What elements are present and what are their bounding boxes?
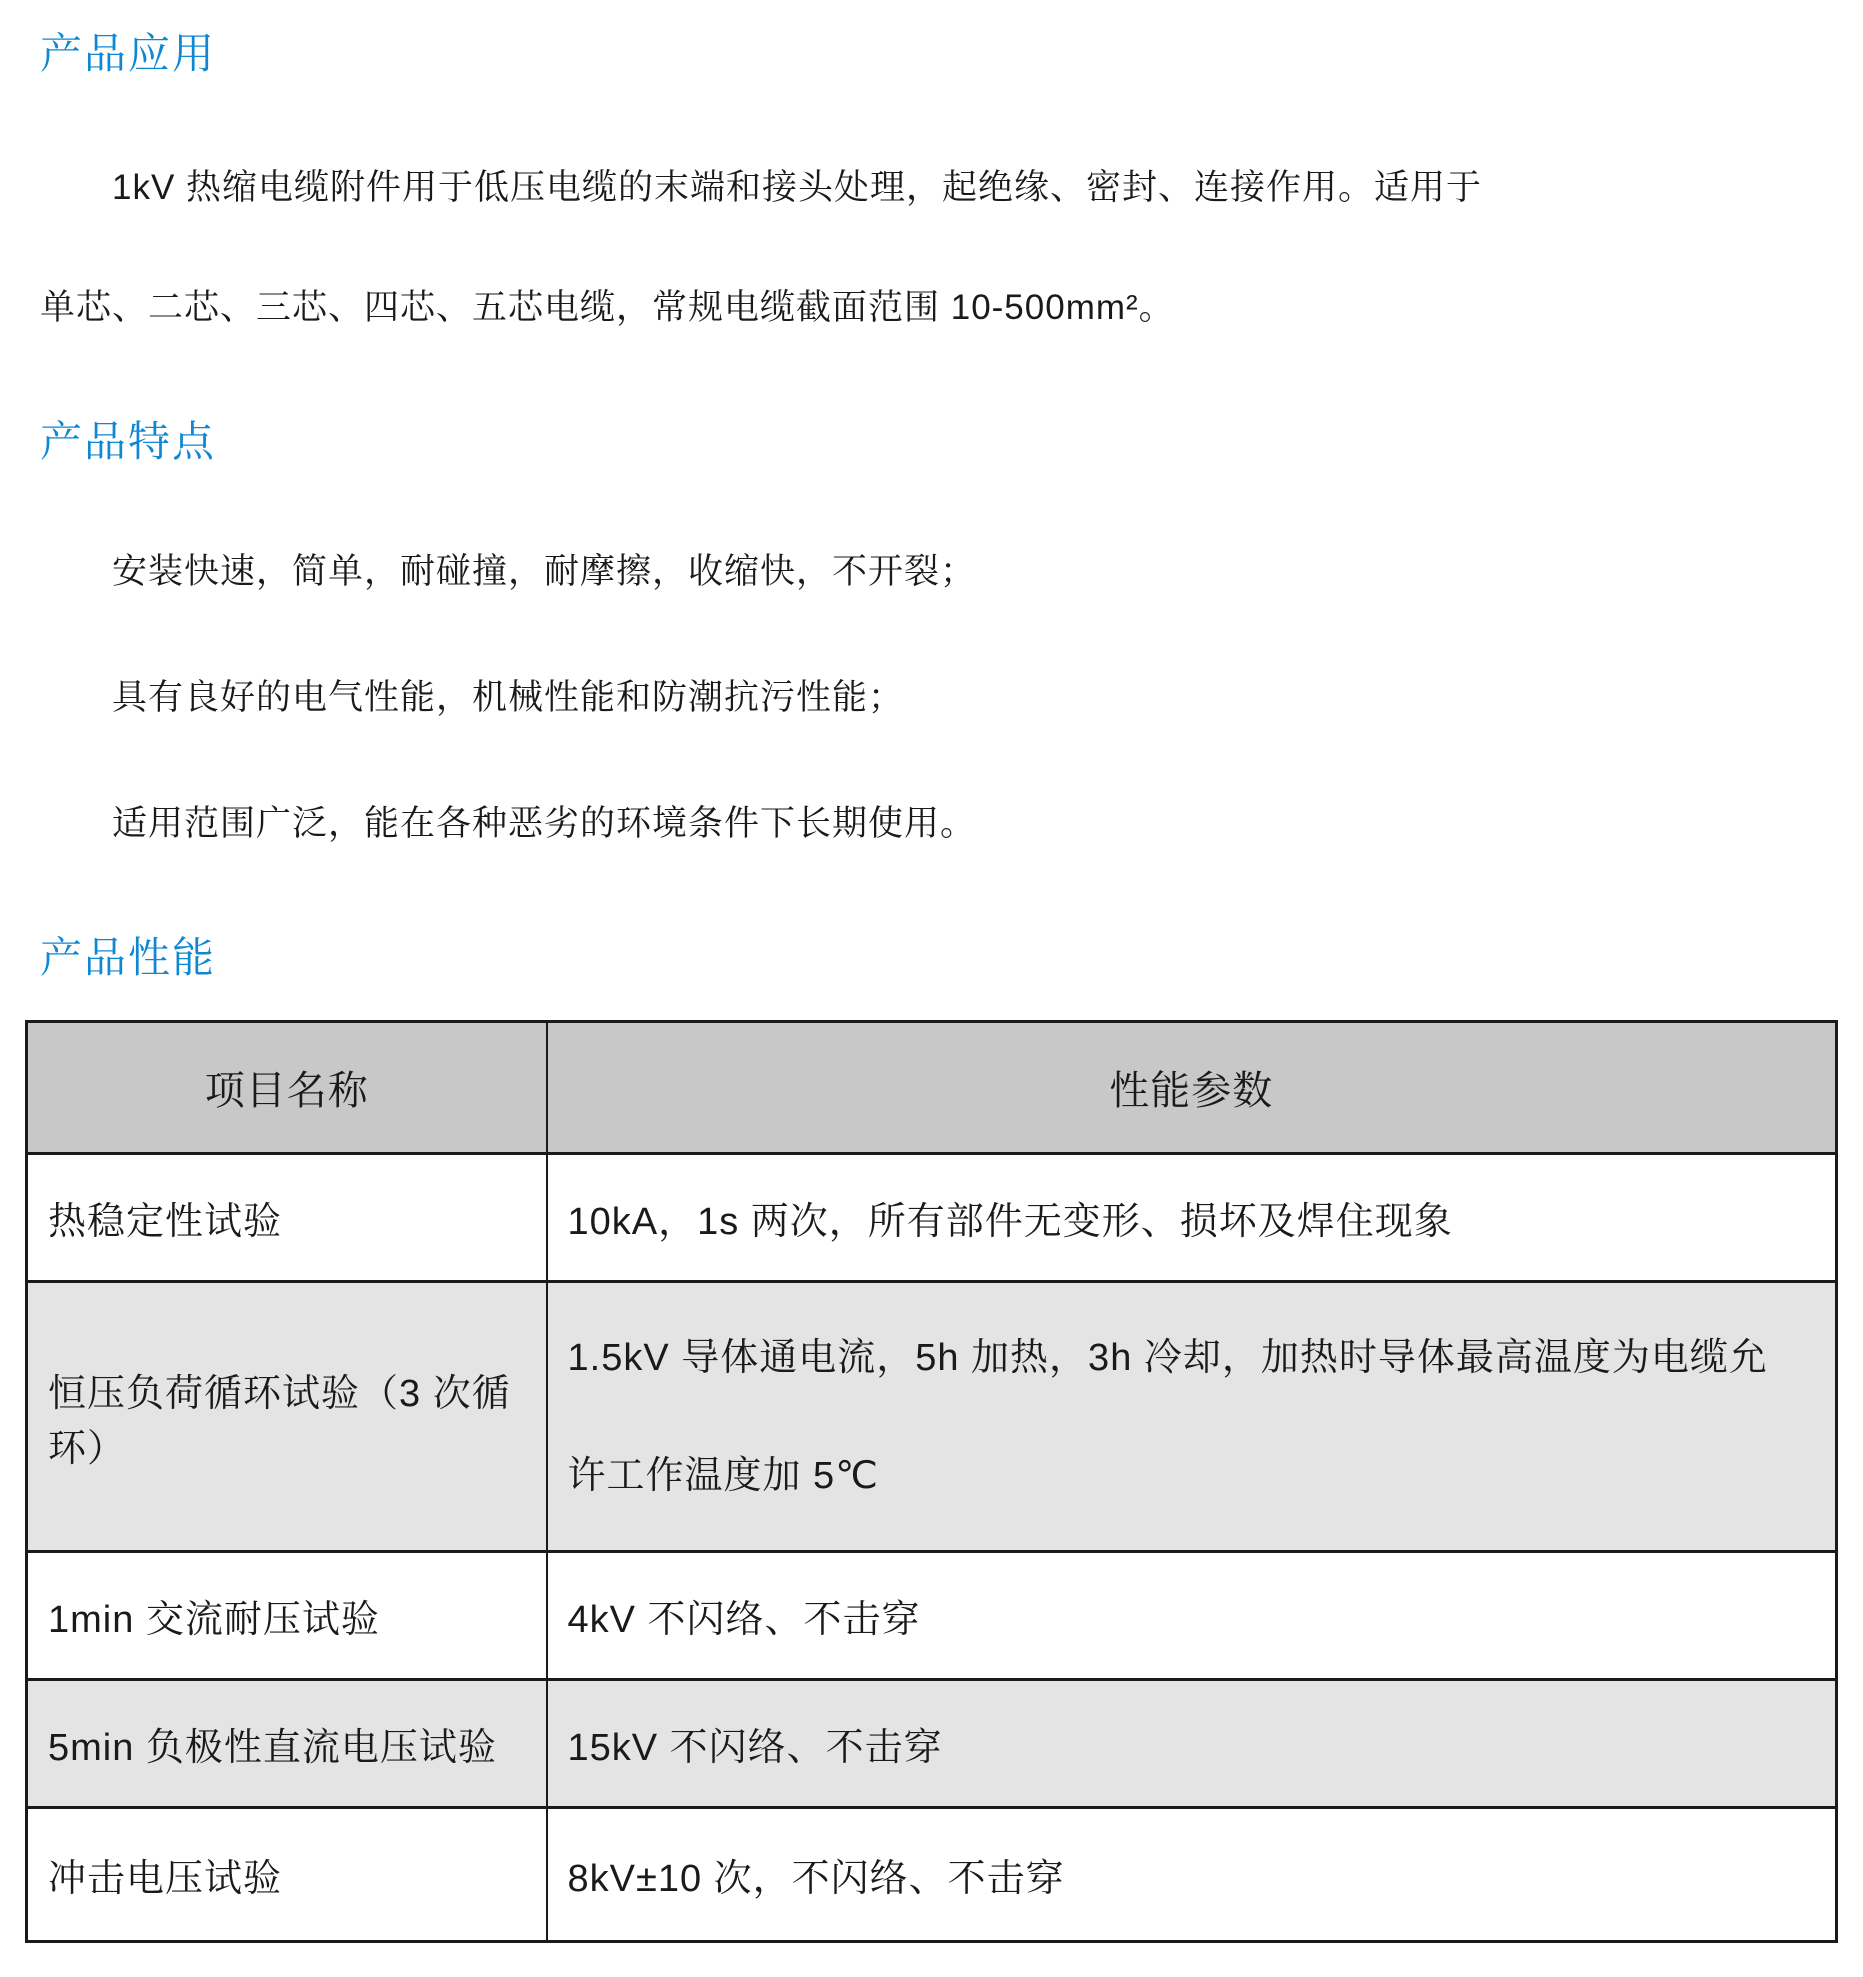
section-title-performance: 产品性能: [40, 934, 217, 981]
table-row: [27, 1154, 1837, 1282]
intro-line: 单芯、二芯、三芯、四芯、五芯电缆，常规电缆截面范围 10-500mm²。: [40, 288, 1175, 327]
section-title-features: 产品特点: [40, 418, 217, 465]
column-header-item-name: 项目名称: [27, 1022, 547, 1154]
table-row: [27, 1282, 1837, 1552]
performance-table: [25, 1020, 1838, 1943]
features-list: [25, 544, 1838, 852]
test-value-cell: 10kA，1s 两次，所有部件无变形、损坏及焊住现象: [547, 1154, 1837, 1282]
table-header-row: [27, 1022, 1837, 1154]
test-value-cell: 4kV 不闪络、不击穿: [547, 1552, 1837, 1680]
table-row: [27, 1552, 1837, 1680]
section-title-application: 产品应用: [40, 30, 217, 77]
intro-paragraph: [40, 128, 1838, 368]
test-name-cell: 热稳定性试验: [27, 1154, 547, 1282]
test-value-cell: 15kV 不闪络、不击穿: [547, 1680, 1837, 1808]
test-name-cell: 5min 负极性直流电压试验: [27, 1680, 547, 1808]
feature-item: 安装快速，简单，耐碰撞，耐摩擦，收缩快，不开裂；: [112, 552, 977, 591]
value-line: 许工作温度加 5℃: [567, 1454, 879, 1497]
test-value-cell: 8kV±10 次，不闪络、不击穿: [547, 1808, 1837, 1942]
feature-item: 具有良好的电气性能，机械性能和防潮抗污性能；: [112, 678, 905, 717]
intro-line: 1kV 热缩电缆附件用于低压电缆的末端和接头处理，起绝缘、密封、连接作用。适用于: [112, 168, 1483, 207]
table-row: [27, 1680, 1837, 1808]
test-name-cell: 1min 交流耐压试验: [27, 1552, 547, 1680]
test-name-cell: 恒压负荷循环试验（3 次循环）: [27, 1282, 547, 1552]
test-name-cell: 冲击电压试验: [27, 1808, 547, 1942]
column-header-performance-params: 性能参数: [547, 1022, 1837, 1154]
test-value-cell: [547, 1282, 1837, 1552]
feature-item: 适用范围广泛，能在各种恶劣的环境条件下长期使用。: [112, 804, 977, 843]
value-line: 1.5kV 导体通电流，5h 加热，3h 冷却，加热时导体最高温度为电缆允: [567, 1336, 1768, 1379]
table-row: [27, 1808, 1837, 1942]
